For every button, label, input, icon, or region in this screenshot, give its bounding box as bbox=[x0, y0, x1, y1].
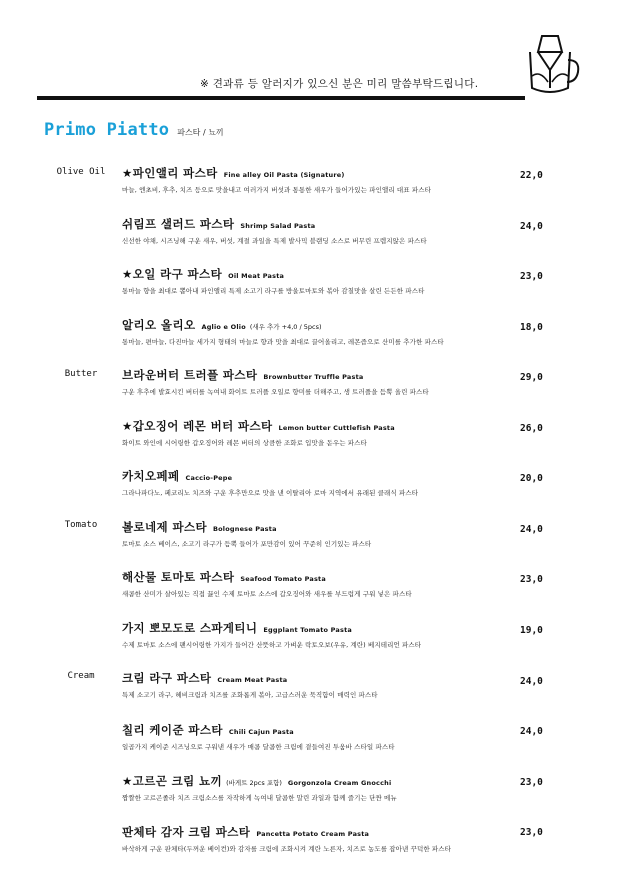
item-price: 19,0 bbox=[520, 625, 543, 636]
menu-item bbox=[122, 468, 542, 497]
item-name-ko: ★오일 라구 파스타 bbox=[122, 267, 223, 281]
section-subtitle: 파스타 / 뇨끼 bbox=[177, 128, 224, 137]
menu-item bbox=[122, 317, 542, 346]
item-name-en: Brownbutter Truffle Pasta bbox=[263, 373, 364, 381]
item-name-ko: ★파인앨리 파스타 bbox=[122, 166, 218, 180]
item-name-en: Cream Meat Pasta bbox=[217, 676, 288, 684]
item-price: 20,0 bbox=[520, 473, 543, 484]
menu-item bbox=[122, 773, 542, 802]
item-name-en: Caccio-Pepe bbox=[185, 474, 233, 482]
item-description: 토마토 소스 베이스, 소고기 라구가 듬뿍 들어가 포만감이 있어 꾸준히 인기있는 파스타 bbox=[122, 540, 372, 548]
item-description: 통마늘 향을 최대로 뽑아내 파인앨리 특제 소고기 라구를 방울토마토와 볶아 감칠맛을 살린 든든한 파스타 bbox=[122, 287, 425, 295]
item-name-en: Aglio e Olio bbox=[201, 323, 246, 331]
item-note: (바게트 2pcs 포함) bbox=[226, 779, 282, 787]
item-description: 짭짤한 고르곤졸라 치즈 크림소스를 자작하게 녹여내 달콤한 말린 과일과 함께 즐기는 단짠 메뉴 bbox=[122, 794, 397, 802]
item-name-en: Oil Meat Pasta bbox=[228, 272, 285, 280]
item-name-en: Lemon butter Cuttlefish Pasta bbox=[278, 424, 395, 432]
item-price: 18,0 bbox=[520, 322, 543, 333]
item-name-en: Chili Cajun Pasta bbox=[228, 728, 294, 736]
item-description: 특제 소고기 라구, 헤비크림과 치즈를 조화롭게 볶아, 고급스러운 묵직함이 매력인 파스타 bbox=[122, 691, 378, 699]
item-note: (새우 추가 +4,0 / 5pcs) bbox=[249, 323, 322, 331]
item-price: 29,0 bbox=[520, 372, 543, 383]
item-price: 24,0 bbox=[520, 676, 543, 687]
item-description: 화이트 와인에 시어링한 갑오징어와 레몬 버터의 상큼한 조화로 입맛을 돋우는 파스타 bbox=[122, 439, 367, 447]
section-title: Primo Piatto bbox=[44, 120, 170, 140]
item-price: 23,0 bbox=[520, 271, 543, 282]
item-name-ko: ★고르곤 크림 뇨끼 bbox=[122, 774, 223, 788]
header-divider bbox=[37, 96, 525, 100]
item-name-ko: 브라운버터 트러플 파스타 bbox=[122, 368, 258, 382]
item-name-ko: 알리오 올리오 bbox=[122, 318, 196, 332]
menu-item bbox=[122, 216, 542, 245]
category-tomato: Tomato bbox=[64, 520, 98, 530]
section-header bbox=[44, 120, 224, 140]
menu-item bbox=[122, 165, 542, 194]
cup-logo-icon bbox=[518, 30, 582, 102]
item-name-en: Eggplant Tomato Pasta bbox=[263, 626, 352, 634]
menu-item bbox=[122, 569, 542, 598]
item-price: 23,0 bbox=[520, 827, 543, 838]
item-description: 바삭하게 구운 판체타(두꺼운 베이컨)와 감자를 크림에 조화시켜 계란 노른자, 치즈로 농도를 잡아낸 꾸덕한 파스타 bbox=[122, 845, 452, 853]
item-price: 24,0 bbox=[520, 221, 543, 232]
item-name-ko: 카치오페페 bbox=[122, 469, 180, 483]
item-name-ko: ★갑오징어 레몬 버터 파스타 bbox=[122, 419, 273, 433]
item-description: 마늘, 엔초비, 후추, 치즈 등으로 맛을내고 여러가지 버섯과 통통한 새우가 들어가있는 파인앨리 대표 파스타 bbox=[122, 186, 431, 194]
menu-item bbox=[122, 722, 542, 751]
item-price: 24,0 bbox=[520, 524, 543, 535]
item-name-ko: 판체타 감자 크림 파스타 bbox=[122, 825, 251, 839]
item-price: 23,0 bbox=[520, 574, 543, 585]
item-price: 23,0 bbox=[520, 777, 543, 788]
item-description: 그라나파다노, 페코리노 치즈와 구운 후추만으로 맛을 낸 이탈리아 로마 지역에서 유래된 클래식 파스타 bbox=[122, 489, 419, 497]
item-name-ko: 크림 라구 파스타 bbox=[122, 671, 212, 685]
menu-item bbox=[122, 367, 542, 396]
item-name-ko: 칠리 케이준 파스타 bbox=[122, 723, 223, 737]
menu-item bbox=[122, 824, 542, 853]
item-name-en: Bolognese Pasta bbox=[212, 525, 277, 533]
item-name-ko: 쉬림프 샐러드 파스타 bbox=[122, 217, 235, 231]
item-description: 수제 토마토 소스에 팬시어링한 가지가 들어간 산뜻하고 가벼운 락토오보(우유, 계란) 베지테리언 파스타 bbox=[122, 641, 422, 649]
menu-item bbox=[122, 519, 542, 548]
item-name-en: Shrimp Salad Pasta bbox=[240, 222, 316, 230]
item-description: 통마늘, 편마늘, 다진마늘 세가지 형태의 마늘로 향과 맛을 최대로 끌어올리고, 레몬즙으로 산미를 추가한 파스타 bbox=[122, 338, 444, 346]
menu-item bbox=[122, 418, 542, 447]
menu-item bbox=[122, 670, 542, 699]
category-butter: Butter bbox=[64, 369, 98, 379]
menu-item bbox=[122, 620, 542, 649]
item-name-en: Fine alley Oil Pasta (Signature) bbox=[223, 171, 345, 179]
item-description: 일곱가지 케이준 시즈닝으로 구워낸 새우가 매콤 달콤한 크림에 곁들여진 투움바 스타일 파스타 bbox=[122, 743, 395, 751]
item-description: 구운 후추에 발효시킨 버터를 녹여내 화이트 트러플 오일로 향미를 더해주고, 생 트러플을 듬뿍 올린 파스타 bbox=[122, 388, 429, 396]
item-name-ko: 볼로네제 파스타 bbox=[122, 520, 207, 534]
item-price: 26,0 bbox=[520, 423, 543, 434]
category-olive-oil: Olive Oil bbox=[56, 167, 106, 177]
category-cream: Cream bbox=[67, 671, 95, 681]
item-price: 24,0 bbox=[520, 726, 543, 737]
item-description: 새콤한 산미가 살아있는 직접 끓인 수제 토마토 소스에 갑오징어와 새우를 부드럽게 구워 넣은 파스타 bbox=[122, 590, 412, 598]
item-name-en: Seafood Tomato Pasta bbox=[240, 575, 326, 583]
item-name-ko: 해산물 토마토 파스타 bbox=[122, 570, 235, 584]
allergy-notice: ※ 견과류 등 알러지가 있으신 분은 미리 말씀부탁드립니다. bbox=[200, 78, 479, 90]
item-name-en: Gorgonzola Cream Gnocchi bbox=[287, 779, 392, 787]
item-description: 신선한 야채, 시즈닝해 구운 새우, 버섯, 계절 과일을 특제 발사믹 블랜딩 소스로 버무린 프렙지않은 파스타 bbox=[122, 237, 427, 245]
item-price: 22,0 bbox=[520, 170, 543, 181]
menu-item bbox=[122, 266, 542, 295]
item-name-ko: 가지 뽀모도로 스파게티니 bbox=[122, 621, 258, 635]
item-name-en: Pancetta Potato Cream Pasta bbox=[256, 830, 370, 838]
